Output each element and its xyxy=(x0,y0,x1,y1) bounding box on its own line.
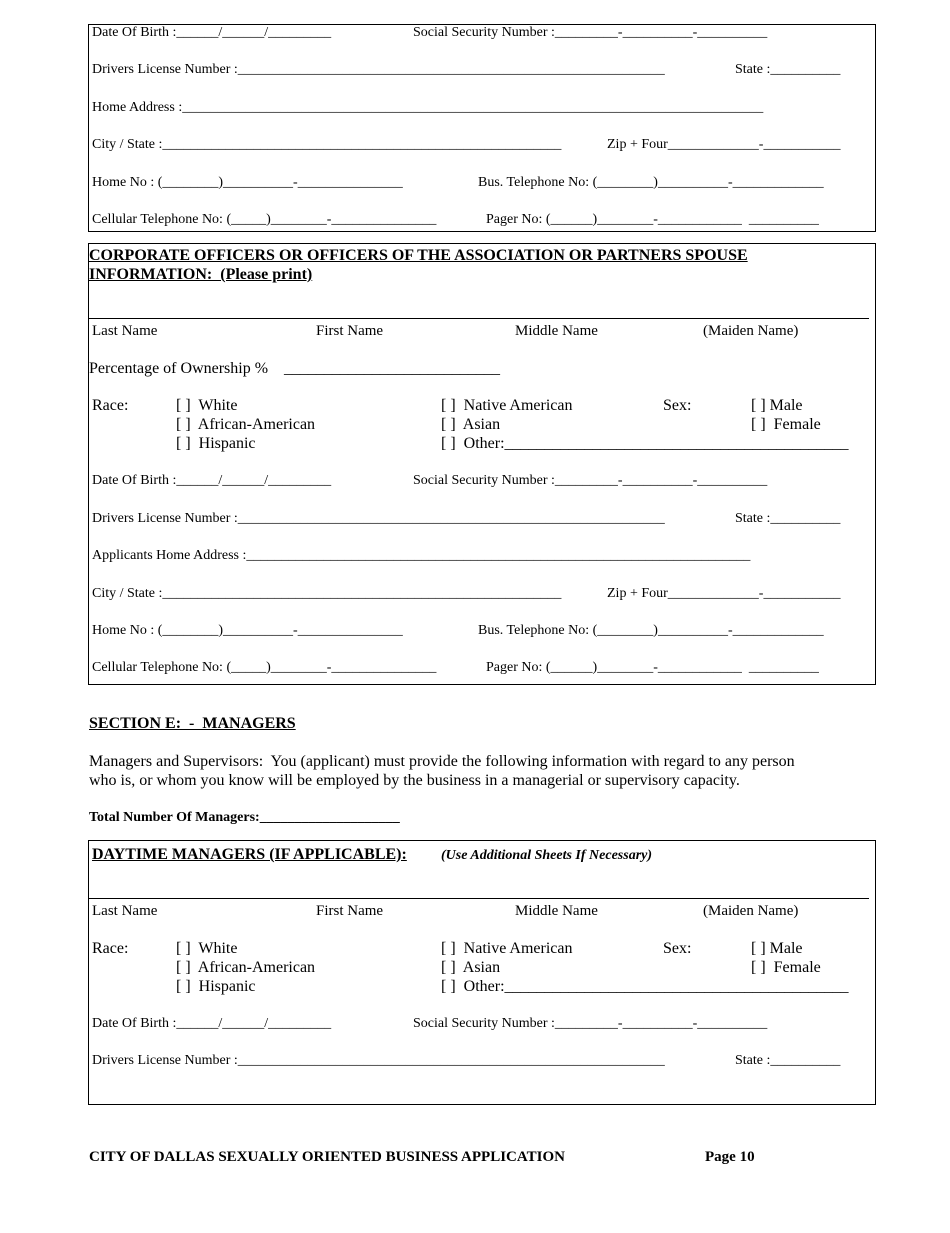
business-phone-field[interactable]: Bus. Telephone No: (________)__________-_____________ xyxy=(478,175,824,190)
section-e-title: SECTION E: - MANAGERS xyxy=(89,715,296,732)
city-state-field[interactable]: City / State :_________________________________________________________ xyxy=(92,137,562,152)
pager-field[interactable]: Pager No: (______)________-____________ __________ xyxy=(486,212,819,227)
officers-spouse-heading-line1: CORPORATE OFFICERS OR OFFICERS OF THE ASSOCIATION OR PARTNERS SPOUSE xyxy=(89,247,748,264)
ownership-field[interactable]: Percentage of Ownership % ___________________________ xyxy=(89,360,501,377)
mgr-sex-label: Sex: xyxy=(663,940,692,957)
daytime-managers-note: (Use Additional Sheets If Necessary) xyxy=(441,848,653,863)
applicant-info-box xyxy=(88,24,876,232)
spouse-home-phone-field[interactable]: Home No : (________)__________-_______________ xyxy=(92,623,403,638)
mgr-col-middle-name: Middle Name xyxy=(515,903,598,919)
section-e-paragraph-line2: who is, or whom you know will be employed by the business in a managerial or supervisory capacity. xyxy=(89,772,740,789)
mgr-ssn-field[interactable]: Social Security Number :_________-__________-__________ xyxy=(413,1016,768,1031)
mgr-race-label: Race: xyxy=(92,940,129,957)
col-last-name: Last Name xyxy=(92,323,158,339)
officers-spouse-box xyxy=(88,243,876,685)
race-native-american-checkbox[interactable]: [ ] Native American xyxy=(441,397,573,414)
col-middle-name: Middle Name xyxy=(515,323,598,339)
mgr-sex-male-checkbox[interactable]: [ ] Male xyxy=(751,940,803,957)
race-other-field[interactable]: [ ] Other:___________________________________________ xyxy=(441,435,849,452)
sex-label: Sex: xyxy=(663,397,692,414)
zip-field[interactable]: Zip + Four_____________-___________ xyxy=(607,137,841,152)
cell-phone-field[interactable]: Cellular Telephone No: (_____)________-_______________ xyxy=(92,212,437,227)
mgr-drivers-license-field[interactable]: Drivers License Number :_____________________________________________________________ xyxy=(92,1053,665,1068)
mgr-state-field[interactable]: State :__________ xyxy=(735,1053,841,1068)
mgr-race-other-field[interactable]: [ ] Other:___________________________________________ xyxy=(441,978,849,995)
sex-male-checkbox[interactable]: [ ] Male xyxy=(751,397,803,414)
mgr-col-maiden-name: (Maiden Name) xyxy=(703,903,799,919)
footer-title: CITY OF DALLAS SEXUALLY ORIENTED BUSINESS APPLICATION xyxy=(89,1149,565,1165)
sex-female-checkbox[interactable]: [ ] Female xyxy=(751,416,821,433)
spouse-business-phone-field[interactable]: Bus. Telephone No: (________)__________-_____________ xyxy=(478,623,824,638)
race-asian-checkbox[interactable]: [ ] Asian xyxy=(441,416,501,433)
mgr-race-asian-checkbox[interactable]: [ ] Asian xyxy=(441,959,501,976)
spouse-state-field[interactable]: State :__________ xyxy=(735,511,841,526)
spouse-date-of-birth-field[interactable]: Date Of Birth :______/______/_________ xyxy=(92,473,332,488)
race-label: Race: xyxy=(92,397,129,414)
race-african-american-checkbox[interactable]: [ ] African-American xyxy=(176,416,316,433)
spouse-home-address-field[interactable]: Applicants Home Address :________________________________________________________________________ xyxy=(92,548,751,563)
col-first-name: First Name xyxy=(316,323,384,339)
home-phone-field[interactable]: Home No : (________)__________-_______________ xyxy=(92,175,403,190)
mgr-race-african-american-checkbox[interactable]: [ ] African-American xyxy=(176,959,316,976)
spouse-zip-field[interactable]: Zip + Four_____________-___________ xyxy=(607,586,841,601)
mgr-race-white-checkbox[interactable]: [ ] White xyxy=(176,940,238,957)
col-maiden-name: (Maiden Name) xyxy=(703,323,799,339)
officers-spouse-heading-line2: INFORMATION: (Please print) xyxy=(89,266,313,283)
state-field[interactable]: State :__________ xyxy=(735,62,841,77)
spouse-cell-phone-field[interactable]: Cellular Telephone No: (_____)________-_______________ xyxy=(92,660,437,675)
race-hispanic-checkbox[interactable]: [ ] Hispanic xyxy=(176,435,256,452)
date-of-birth-field[interactable]: Date Of Birth :______/______/_________ xyxy=(92,25,332,40)
spouse-ssn-field[interactable]: Social Security Number :_________-__________-__________ xyxy=(413,473,768,488)
mgr-race-hispanic-checkbox[interactable]: [ ] Hispanic xyxy=(176,978,256,995)
divider-line xyxy=(88,898,869,899)
mgr-sex-female-checkbox[interactable]: [ ] Female xyxy=(751,959,821,976)
ssn-field[interactable]: Social Security Number :_________-__________-__________ xyxy=(413,25,768,40)
spouse-drivers-license-field[interactable]: Drivers License Number :_____________________________________________________________ xyxy=(92,511,665,526)
spouse-city-state-field[interactable]: City / State :_________________________________________________________ xyxy=(92,586,562,601)
mgr-date-of-birth-field[interactable]: Date Of Birth :______/______/_________ xyxy=(92,1016,332,1031)
daytime-managers-heading: DAYTIME MANAGERS (IF APPLICABLE): xyxy=(92,846,407,863)
drivers-license-field[interactable]: Drivers License Number :_____________________________________________________________ xyxy=(92,62,665,77)
mgr-col-first-name: First Name xyxy=(316,903,384,919)
spouse-pager-field[interactable]: Pager No: (______)________-____________ __________ xyxy=(486,660,819,675)
total-managers-field[interactable]: Total Number Of Managers:____________________ xyxy=(89,810,400,825)
mgr-col-last-name: Last Name xyxy=(92,903,158,919)
mgr-race-native-american-checkbox[interactable]: [ ] Native American xyxy=(441,940,573,957)
divider-line xyxy=(88,318,869,319)
race-white-checkbox[interactable]: [ ] White xyxy=(176,397,238,414)
section-e-paragraph-line1: Managers and Supervisors: You (applicant) must provide the following information with regard to any person xyxy=(89,753,795,770)
home-address-field[interactable]: Home Address :___________________________________________________________________________________ xyxy=(92,100,764,115)
footer-page-number: Page 10 xyxy=(705,1149,755,1165)
